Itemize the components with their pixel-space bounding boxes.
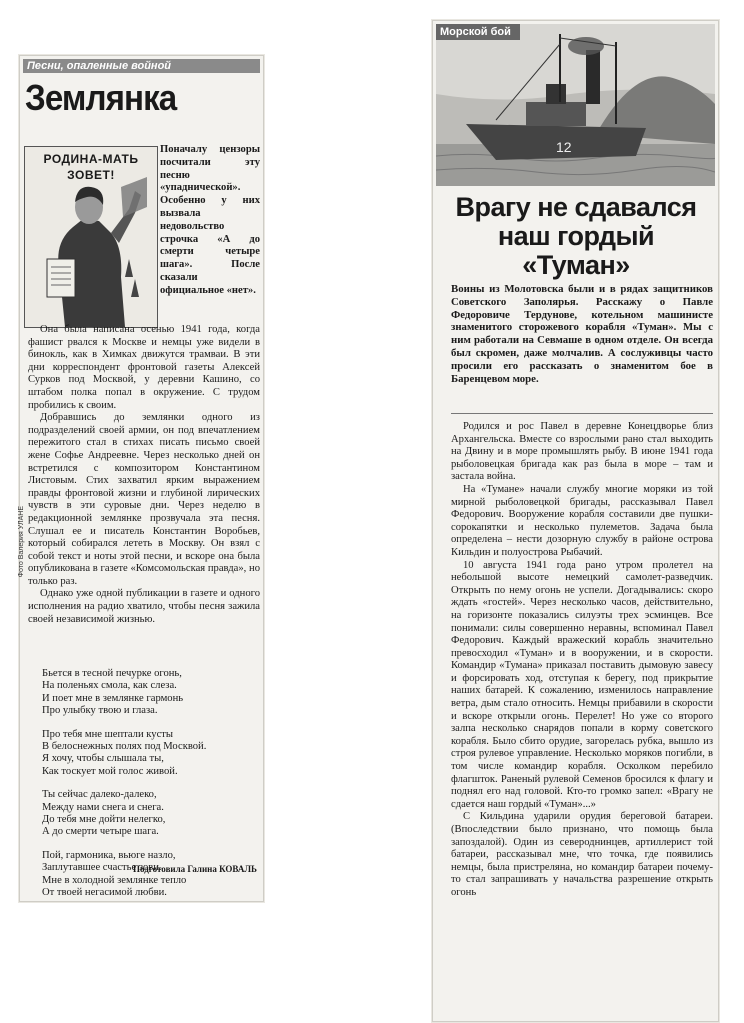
warship-illustration xyxy=(436,24,715,186)
propaganda-poster-image xyxy=(24,146,158,328)
lyric-line: Про тебя мне шептали кусты xyxy=(42,728,174,740)
right-article-body xyxy=(451,421,713,900)
paragraph: 10 августа 1941 года рано утром пролетел на небольшой высоте немецкий самолет-разведчик. Открыть по нему огонь не успели. Догадывались: скоро ждать «гостей». Через несколько часов, действительно, на горизонте показались силуэты трех эсминцев. Все понимали: силы совершенно неравны, вспоминал Павел Федорович. Каждый вражеский корабль значительно превосходил «Туман» и в вооружении, и в скорости. Командир «Тумана» приказал поставить дымовую завесу и форсировать ход, отступая к берегу, под прикрытие наших батарей. К сожалению, изменилось направление ветра, дым стало относить. Немцы прибавили в скорости и вскоре открыли огонь. Перелет! Но уже со второго залпа несколько снарядов попали в корму советского корабля. Было сбито орудие, загорелась рубка, вышло из строя рулевое управление. Несколько моряков погибли, в том числе командир корабля. Осколком перебило флагшток. Раненый рулевой Семенов бросился к флагу и поднял его над головой. Кто-то громко запел: «Врагу не сдается наш гордый «Туман»...» xyxy=(451,559,713,810)
lyric-line: Заплутавшее счастье зови. xyxy=(42,862,162,874)
stanza xyxy=(42,729,262,779)
stanza xyxy=(42,850,262,900)
ship-hull-number: 12 xyxy=(556,139,572,155)
left-rubric: Песни, опаленные войной xyxy=(23,59,260,73)
lyric-line: До тебя мне дойти нелегко, xyxy=(42,814,166,826)
stanza xyxy=(42,789,262,839)
right-lead: Воины из Молотовска были и в рядах защитников Советского Заполярья. Расскажу о Павле Федоровиче Тердунове, котельном машинисте знаменитого сторожевого корабля «Туман». Мы с ним работали на Севмаше в одном отделе. Он всегда был скромен, даже молчалив. А сослуживцы часто просили его рассказать о знаменитом бое в Баренцевом море. xyxy=(451,283,713,385)
lyric-line: Я хочу, чтобы слышала ты, xyxy=(42,753,164,765)
paragraph: С Кильдина ударили орудия береговой батареи. (Впоследствии было признано, что помощь была запоздалой). Один из североднинцев, артиллерист той батареи, рассказывал мне, что точка, где появились немцы, была пристреляна, но командир батареи почему-то стал запрашивать у начальства разрешение открыть огонь xyxy=(451,811,713,898)
photo-credit: Фото Валерия УЛАНЕ xyxy=(18,506,25,578)
poster-illustration xyxy=(25,147,157,327)
lyric-line: Бьется в тесной печурке огонь, xyxy=(42,668,182,679)
song-lyrics xyxy=(42,668,262,911)
stanza xyxy=(42,668,262,718)
paragraph: Однако уже одной публикации в газете и одного исполнения на радио хватило, чтобы песня зажила своей независимой жизнью. xyxy=(28,588,260,625)
lyric-line: Мне в холодной землянке тепло xyxy=(42,874,187,886)
poster-caption: РОДИНА-МАТЬ ЗОВЕТ! xyxy=(43,152,139,182)
paragraph: Добравшись до землянки одного из подразделений своей армии, он под впечатлением пережитого стал в стихах писать письмо своей жене Софье Андреевне. Через несколько дней он встретился с композитором Константином Листовым. Стих захватил ярким выражением правды фронтовой жизни и глубиной лирических чувств в эти суровые дни. Через неделю в редакционной землянке прозвучала эта песня. Слушал ее и писатель Константин Воробьев, который собирался лететь в Москву. Он взял с собой текст и ноты этой песни, и вскоре она была опубликована в газете «Комсомольская правда», но только раз. xyxy=(28,412,260,587)
lyric-line: Как тоскует мой голос живой. xyxy=(42,765,178,777)
divider xyxy=(451,413,713,414)
lyric-line: А до смерти четыре шага. xyxy=(42,826,159,838)
lyric-line: В белоснежных полях под Москвой. xyxy=(42,741,207,753)
lyric-line: На поленьях смола, как слеза. xyxy=(42,680,177,692)
right-rubric: Морской бой xyxy=(436,24,520,40)
paragraph: На «Тумане» начали службу многие моряки из той мирной рыболовецкой бригады, рассказывал Павел Федорович. Вооружение корабля составили две пушки-сорокапятки и несколько пулеметов. Задача была определена – нести дозорную службу в районе острова Кильдин и полуострова Рыбачий. xyxy=(451,483,713,558)
left-intro: Поначалу цензоры посчитали эту песню «упаднической». Особенно у них вызвала недовольство строчка «А до смерти четыре шага». После сказали официальное «нет». xyxy=(160,144,260,296)
paragraph: Она была написана осенью 1941 года, когда фашист рвался к Москве и немцы уже видели в бинокль, как в Химках движутся трамваи. В эти дни корреспондент фронтовой газеты Алексей Сурков под Москвой, у деревни Кашино, со штабом полка попал в окружение. С трудом пробились к своим. xyxy=(28,324,260,411)
left-article-clipping xyxy=(19,55,264,902)
lyric-line: Между нами снега и снега. xyxy=(42,801,164,813)
right-article-headline: Врагу не сдавался наш гордый «Туман» xyxy=(455,192,697,280)
left-article-body xyxy=(28,324,260,626)
lyric-line: Пой, гармоника, вьюге назло, xyxy=(42,849,176,861)
lyric-line: Про улыбку твою и глаза. xyxy=(42,705,158,717)
lyric-line: И поет мне в землянке гармонь xyxy=(42,692,184,704)
author-signature: Подготовила Галина КОВАЛЬ xyxy=(132,864,257,874)
paragraph: Родился и рос Павел в деревне Конецдворье близ Архангельска. Вместе со взрослыми рано стал выходить на Двину и в море промышлять рыбу. В июне 1941 года рыболовецкая бригада как раз была в море – там и застала война. xyxy=(451,421,713,483)
left-article-title: Землянка xyxy=(25,77,177,118)
right-article-clipping xyxy=(432,20,719,1022)
lyric-line: От твоей негасимой любви. xyxy=(42,887,167,899)
lyric-line: Ты сейчас далеко-далеко, xyxy=(42,789,157,801)
